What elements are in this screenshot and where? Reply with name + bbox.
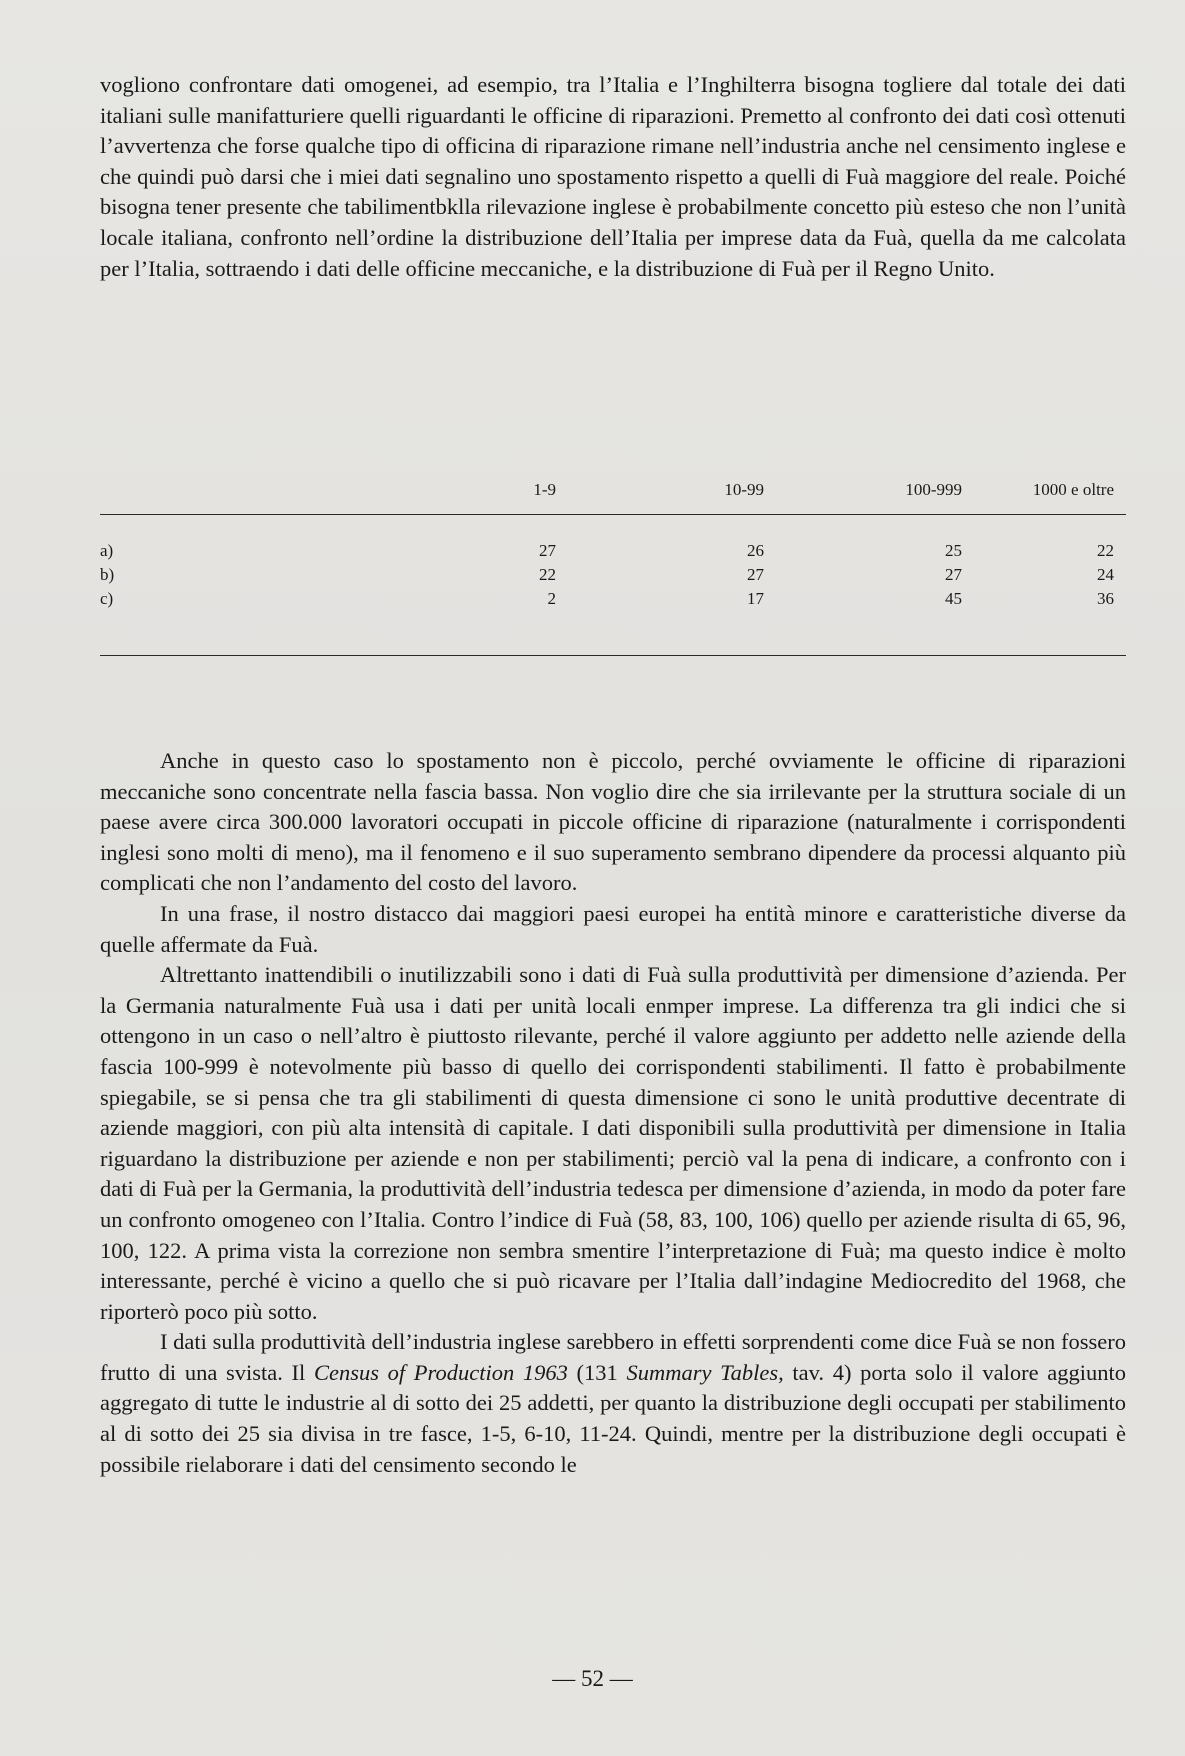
table-cell: 25 <box>945 541 962 560</box>
table-cell: 22 <box>1097 541 1114 560</box>
table-row <box>100 541 1126 565</box>
table-cell: 27 <box>747 565 764 584</box>
header-10-99: 10-99 <box>724 480 764 499</box>
table-row <box>100 565 1126 589</box>
row-label: c) <box>100 589 114 608</box>
table-body <box>100 541 1126 637</box>
header-100-999: 100-999 <box>905 480 962 499</box>
summary-tables-title: Summary Tables, <box>626 1359 784 1385</box>
top-paragraph: vogliono confrontare dati omogenei, ad esempio, tra l’Italia e l’Inghilterra bisogna togliere dal totale dei dati italiani sulle manifatturiere quelli riguardanti le officine di riparazioni. Premetto al confronto dei dati così ottenuti l’avvertenza che forse qualche tipo di officina di riparazione rimane nell’industria anche nel censimento inglese e che quindi può darsi che i miei dati segnalino uno spostamento rispetto a quelli di Fuà maggiore del reale. Poiché bisogna tener presente che tabilimentbklla rilevazione inglese è probabilmente concetto più esteso che non l’unità locale italiana, confronto nell’ordine la distribuzione dell’Italia per imprese data da Fuà, quella da me calcolata per l’Italia, sottraendo i dati delle officine meccaniche, e la distribuzione di Fuà per il Regno Unito. <box>100 72 1126 281</box>
distribution-table <box>100 480 1126 656</box>
paragraph: In una frase, il nostro distacco dai maggiori paesi europei ha entità minore e caratteristiche diverse da quelle affermate da Fuà. <box>100 900 1126 957</box>
table-top-rule <box>100 514 1126 515</box>
paragraph-text: I dati sulla produttività dell’industria inglese sarebbero in effetti sorprendenti come dice Fuà se non fossero frutto di una svista. Il <box>100 1329 1126 1385</box>
paragraph <box>100 1327 1126 1480</box>
header-1-9: 1-9 <box>533 480 556 499</box>
paragraph-text: tav. 4) porta solo il valore aggiunto aggregato di tutte le industrie al di sotto dei 25 addetti, per quanto la distribuzione degli occupati per stabilimento al di sotto dei 25 sia divisa in tre fasce, 1-5, 6-10, 11-24. Quindi, mentre per la distribuzione degli occupati è possibile rielaborare i dati del censimento secondo le <box>100 1359 1126 1477</box>
table-bottom-rule <box>100 655 1126 656</box>
table-cell: 2 <box>547 589 556 608</box>
table-header-row <box>100 480 1126 514</box>
row-label: a) <box>100 541 114 560</box>
table-cell: 22 <box>539 565 556 584</box>
paragraph-text: (131 <box>567 1359 627 1385</box>
table-cell: 24 <box>1097 565 1114 584</box>
table-cell: 26 <box>747 541 764 560</box>
table-cell: 36 <box>1097 589 1114 608</box>
table-cell: 27 <box>539 541 556 560</box>
top-text-block <box>100 70 1126 284</box>
paragraph: Anche in questo caso lo spostamento non è piccolo, perché ovviamente le officine di riparazioni meccaniche sono concentrate nella fascia bassa. Non voglio dire che sia irrilevante per la struttura sociale di un paese avere circa 300.000 lavoratori occupati in piccole officine di riparazione (naturalmente i corrispondenti inglesi sono molti di meno), ma il fenomeno e il suo superamento sembrano dipendere da processi alquanto più complicati che non l’andamento del costo del lavoro. <box>100 748 1126 896</box>
table-cell: 17 <box>747 589 764 608</box>
table-cell: 27 <box>945 565 962 584</box>
row-label: b) <box>100 565 115 584</box>
main-text-block <box>100 746 1126 1480</box>
paragraph: Altrettanto inattendibili o inutilizzabili sono i dati di Fuà sulla produttività per dimensione d’azienda. Per la Germania naturalmente Fuà usa i dati per unità locali enmper imprese. La differenza tra gli indici che si ottengono in un caso o nell’altro è piuttosto rilevante, perché il valore aggiunto per addetto nelle aziende della fascia 100-999 è notevolmente più basso di quello dei corrispondenti stabilimenti. Il fatto è probabilmente spiegabile, se si pensa che tra gli stabilimenti di questa dimensione ci sono le unità produttive decentrate di aziende maggiori, con più alta intensità di capitale. I dati disponibili sulla produttività per dimensione in Italia riguardano la distribuzione per aziende e non per stabilimenti; perciò val la pena di indicare, a confronto con i dati di Fuà per la Germania, la produttività dell’industria tedesca per dimensione d’azienda, in modo da poter fare un confronto omogeneo con l’Italia. Contro l’indice di Fuà (58, 83, 100, 106) quello per aziende risulta di 65, 96, 100, 122. A prima vista la correzione non sembra smentire l’interpretazione di Fuà; ma questo indice è molto interessante, perché è vicino a quello che si può ricavare per l’Italia dall’indagine Mediocredito del 1968, che riporterò poco più sotto. <box>100 962 1126 1324</box>
census-title: Census of Production 1963 <box>313 1359 568 1385</box>
table-row <box>100 589 1126 613</box>
table-cell: 45 <box>945 589 962 608</box>
header-1000-oltre: 1000 e oltre <box>1032 480 1114 499</box>
page-number: — 52 — <box>552 1666 633 1691</box>
